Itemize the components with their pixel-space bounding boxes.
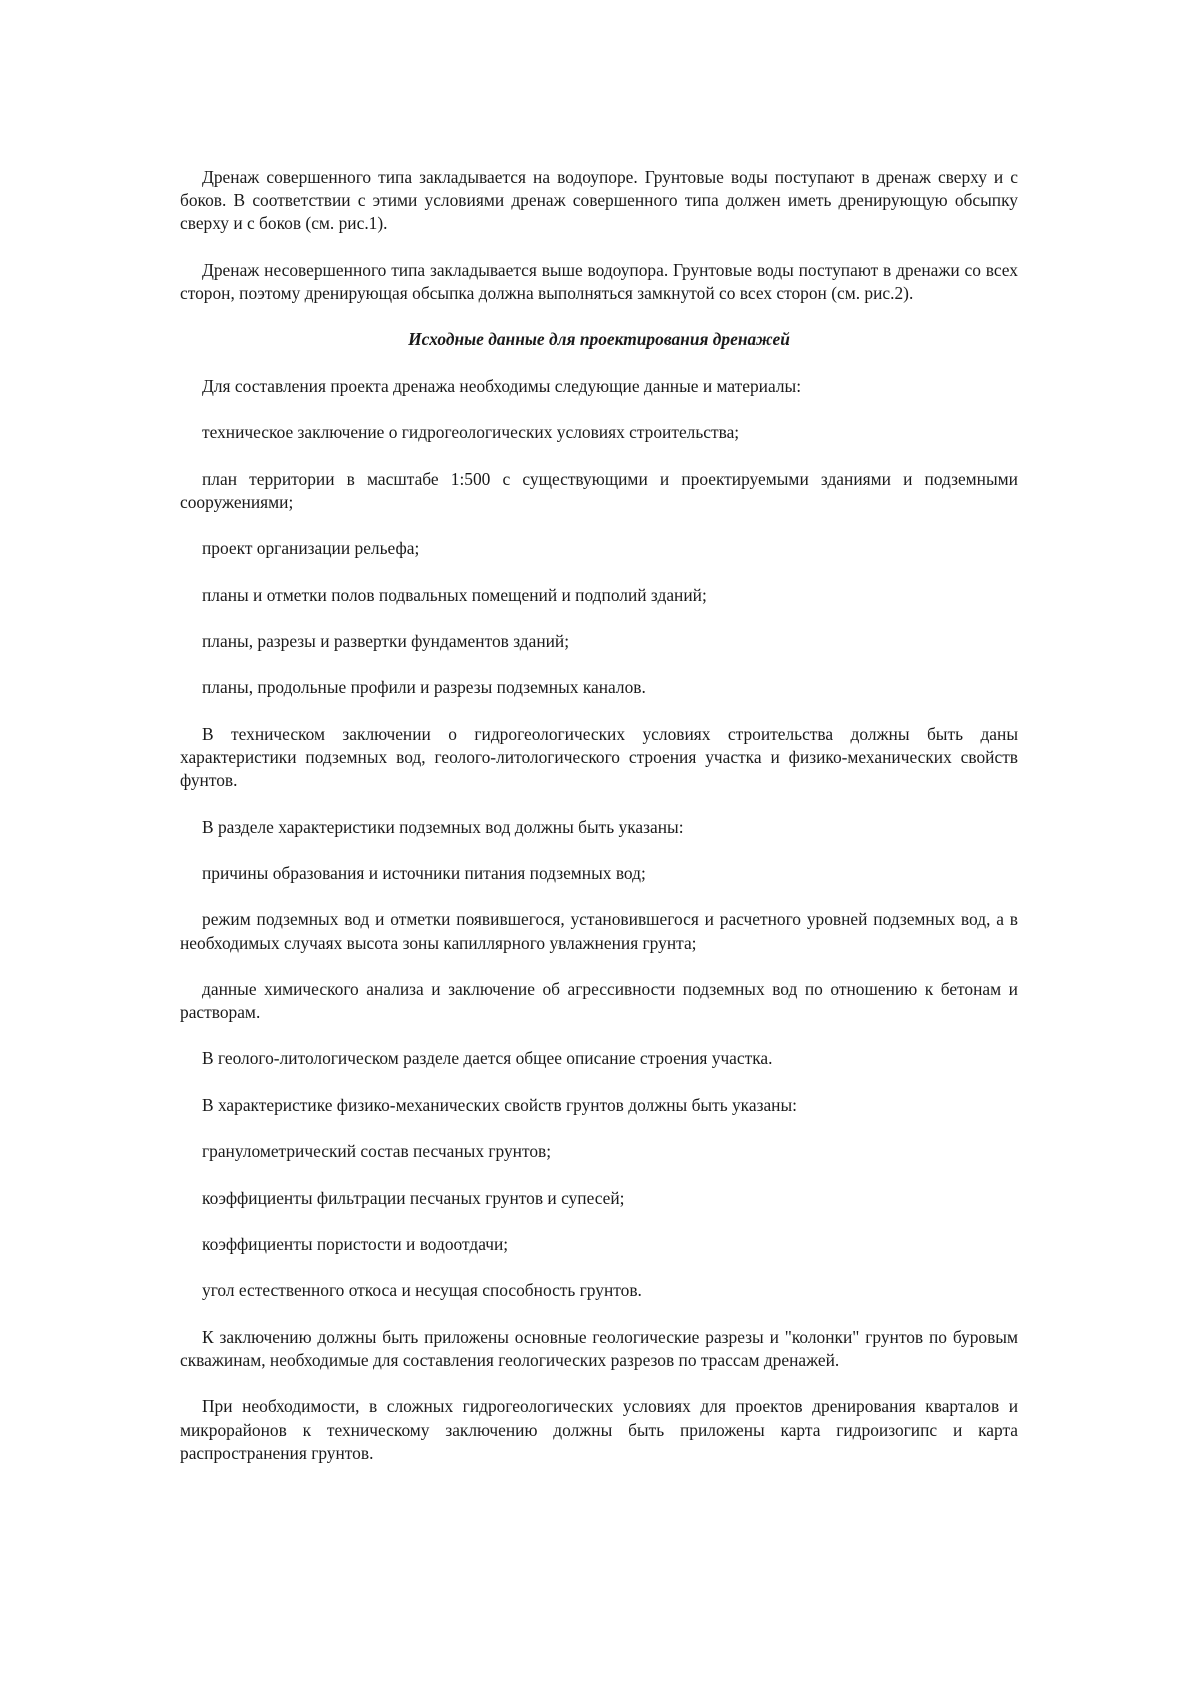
list-item-groundwater-regime: режим подземных вод и отметки появившегося, установившегося и расчетного уровней подземных вод, а в необходимых случаях высота зоны капиллярного увлажнения грунта; [180, 909, 1018, 953]
list-item-porosity: коэффициенты пористости и водоотдачи; [202, 1234, 509, 1255]
list-item-chemical-analysis: данные химического анализа и заключение об агрессивности подземных вод по отношению к бетонам и растворам. [180, 978, 1018, 1023]
list-item-groundwater-causes: причины образования и источники питания подземных вод; [202, 862, 646, 883]
list-item-filtration: коэффициенты фильтрации песчаных грунтов и супесей; [202, 1187, 625, 1208]
paragraph-geology-section: В геолого-литологическом разделе дается общее описание строения участка. [202, 1048, 773, 1069]
list-item-relief-project: проект организации рельефа; [202, 538, 420, 559]
list-item-foundation-plans: планы, разрезы и развертки фундаментов зданий; [202, 630, 570, 651]
document-page [180, 166, 1018, 1488]
paragraph-imperfect-drainage: Дренаж несовершенного типа закладывается выше водоупора. Грунтовые воды поступают в дренажи со всех сторон, поэтому дренирующая обсыпка должна выполняться замкнутой со всех сторон (см. рис.2). [180, 259, 1018, 303]
paragraph-groundwater-section: В разделе характеристики подземных вод должны быть указаны: [202, 816, 684, 837]
list-item-technical-conclusion: техническое заключение о гидрогеологических условиях строительства; [202, 422, 740, 443]
list-item-basement-plans: планы и отметки полов подвальных помещений и подполий зданий; [202, 584, 707, 605]
list-item-territory-plan: план территории в масштабе 1:500 с существующими и проектируемыми зданиями и подземными сооружениями; [180, 468, 1018, 512]
paragraph-intro: Для составления проекта дренажа необходимы следующие данные и материалы: [202, 375, 802, 396]
paragraph-geological-sections: К заключению должны быть приложены основные геологические разрезы и "колонки" грунтов по буровым скважинам, необходимые для составления геологических разрезов по трассам дренажей. [180, 1326, 1018, 1371]
section-heading: Исходные данные для проектирования дренажей [408, 329, 790, 350]
paragraph-perfect-drainage: Дренаж совершенного типа закладывается на водоупоре. Грунтовые воды поступают в дренаж сверху и с боков. В соответствии с этими условиями дренаж совершенного типа должен иметь дренирующую обсыпку сверху и с боков (см. рис.1). [180, 167, 1018, 234]
paragraph-conclusion-contents: В техническом заключении о гидрогеологических условиях строительства должны быть даны характеристики подземных вод, геолого-литологического строения участка и физико-механических свойств фунтов. [180, 723, 1018, 791]
paragraph-complex-conditions: При необходимости, в сложных гидрогеологических условиях для проектов дренирования кварталов и микрорайонов к техническому заключению должны быть приложены карта гидроизогипс и карта распространения грунтов. [180, 1396, 1018, 1463]
paragraph-soil-properties: В характеристике физико-механических свойств грунтов должны быть указаны: [202, 1094, 797, 1115]
list-item-channel-profiles: планы, продольные профили и разрезы подземных каналов. [202, 677, 646, 698]
list-item-slope-angle: угол естественного откоса и несущая способность грунтов. [202, 1280, 642, 1301]
list-item-granulometry: гранулометрический состав песчаных грунтов; [202, 1141, 552, 1162]
